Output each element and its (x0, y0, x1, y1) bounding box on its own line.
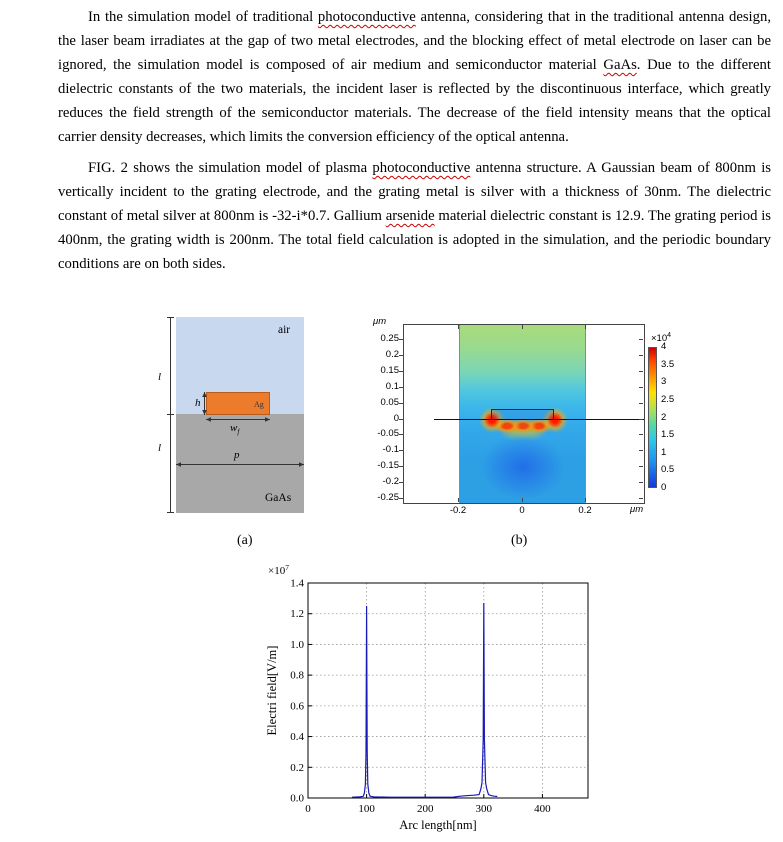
y-axis-unit: μm (373, 316, 387, 327)
heatmap-y-tick (639, 498, 643, 499)
figure-electric-field-chart (260, 558, 605, 842)
x-tick-label: 0 (305, 803, 311, 815)
colorbar-tick-label: 1 (661, 446, 667, 458)
spellcheck-word: photoconductive (372, 160, 471, 176)
colorbar (648, 347, 657, 488)
text-segment: material dielectric constant is 12.9. The grating period is 400nm, the grating width is 200nm. The total field calculation is adopted in the simulation, and the periodic boundary conditions are on both sides. (58, 208, 771, 272)
heatmap-y-tick (639, 403, 643, 404)
heatmap-y-tick-label: 0.05 (380, 396, 399, 408)
heatmap-y-tick-label: 0.15 (380, 364, 399, 376)
colorbar-tick-label: 4 (661, 341, 667, 352)
h-dimension-label: h (195, 397, 201, 409)
p-dimension-label: p (234, 449, 240, 461)
heatmap-x-tick-label: -0.2 (449, 505, 467, 516)
heatmap-y-tick-label: 0.25 (380, 333, 399, 344)
figure-b-heatmap (370, 315, 710, 530)
l-bottom-dimension-label: l (158, 442, 162, 454)
heatmap-x-tick-label: 0.2 (578, 505, 592, 516)
x-axis-title: Arc length[nm] (399, 818, 477, 832)
chart-frame (308, 583, 588, 798)
heatmap-y-tick-label: -0.2 (382, 476, 399, 488)
ag-label: Ag (254, 400, 264, 409)
text-segment: . Due to the different dielectric constants of the two materials, the incident laser is reflected by the discontinuous interface, which greatly reduces the field strength of the semiconductor materials. The decrease of the field intensity means that the optical carrier density decreases, which limits the conversion efficiency of the optical antenna. (58, 57, 771, 145)
heatmap-x-tick (522, 325, 523, 329)
gaas-label: GaAs (265, 492, 292, 504)
heatmap-y-tick (639, 482, 643, 483)
heatmap-y-tick-label: 0.2 (385, 348, 399, 360)
y-tick-label: 0.2 (290, 761, 304, 774)
x-tick-label: 200 (416, 803, 434, 815)
x-tick-label: 300 (475, 803, 493, 815)
heatmap-y-tick (399, 419, 403, 420)
colorbar-tick-label: 0 (661, 482, 667, 493)
text-segment: In the simulation model of traditional (88, 9, 318, 25)
heatmap-y-tick (399, 355, 403, 356)
y-tick-label: 1.2 (290, 608, 304, 621)
air-label: air (278, 324, 291, 336)
paragraph (58, 5, 771, 149)
w-dimension-label: $w_f$ (230, 422, 240, 437)
interface-line (434, 419, 644, 420)
colorbar-tick-label: 3 (661, 376, 667, 388)
text-segment: antenna, considering that in the traditional antenna design, the laser beam irradiates at the gap of two metal electrodes, and the blocking effect of metal electrode on laser can be ignored, the simulation model is composed of air medium and semiconductor material (58, 9, 771, 73)
spellcheck-word: GaAs (603, 57, 637, 73)
y-tick-label: 0.8 (290, 669, 304, 682)
y-tick-label: 0.0 (290, 792, 304, 805)
x-axis-unit: μm (630, 504, 644, 515)
heatmap-y-tick (639, 466, 643, 467)
heatmap-y-tick (399, 498, 403, 499)
heatmap-x-tick (585, 498, 586, 502)
y-tick-label: 0.4 (290, 731, 304, 744)
heatmap-y-tick (639, 434, 643, 435)
heatmap-plot-area (403, 324, 645, 504)
heatmap-x-tick (585, 325, 586, 329)
heatmap-y-tick (399, 434, 403, 435)
heatmap-y-tick (639, 355, 643, 356)
caption-b: (b) (511, 533, 528, 548)
colorbar-tick-label: 1.5 (661, 429, 675, 441)
electric-field-series (352, 603, 497, 797)
caption-a: (a) (237, 533, 253, 548)
heatmap-y-tick (639, 371, 643, 372)
y-axis-title: Electri field[V/m] (265, 645, 279, 736)
heatmap-y-tick (399, 387, 403, 388)
colorbar-scale: $\times 10^4$ (651, 332, 672, 345)
heatmap-y-tick (639, 339, 643, 340)
body-text (58, 5, 771, 276)
spellcheck-word: photoconductive (317, 9, 416, 25)
y-tick-label: 0.6 (290, 700, 304, 713)
spellcheck-word: arsenide (385, 208, 435, 224)
x-tick-label: 100 (358, 803, 375, 815)
heatmap-y-tick-label: -0.1 (382, 444, 399, 456)
colorbar-tick-label: 0.5 (661, 464, 675, 476)
heatmap-x-tick (458, 498, 459, 502)
heatmap-y-tick (639, 419, 643, 420)
colorbar-tick-label: 2.5 (661, 393, 675, 405)
y-scale-label: $\times 10^7$ (268, 563, 289, 577)
colorbar-tick-label: 2 (661, 411, 667, 423)
heatmap-y-tick (399, 450, 403, 451)
heatmap-y-tick-label: -0.05 (377, 428, 399, 440)
heatmap-y-tick-label: -0.25 (377, 492, 399, 503)
heatmap-y-tick (399, 403, 403, 404)
heatmap-x-tick-label: 0 (519, 505, 525, 516)
heatmap-x-tick (458, 325, 459, 329)
paragraph (58, 156, 771, 276)
y-tick-label: 1.4 (290, 577, 304, 590)
heatmap-y-tick (639, 450, 643, 451)
heatmap-y-tick (639, 387, 643, 388)
colorbar-tick-label: 3.5 (661, 358, 675, 370)
heatmap-y-tick-label: 0.1 (385, 380, 399, 392)
heatmap-y-tick-label: -0.15 (377, 460, 399, 472)
heatmap-y-tick (399, 482, 403, 483)
heatmap-y-tick (399, 466, 403, 467)
figure-a-schematic (150, 310, 325, 560)
heatmap-y-tick (399, 371, 403, 372)
heatmap-y-tick-label: 0 (393, 412, 399, 424)
x-tick-label: 400 (534, 803, 551, 815)
text-segment: FIG. 2 shows the simulation model of plasma (88, 160, 373, 176)
y-tick-label: 1.0 (290, 638, 304, 651)
heatmap-y-tick (399, 339, 403, 340)
l-top-dimension-label: l (158, 371, 162, 383)
heatmap-x-tick (522, 498, 523, 502)
text-segment: antenna structure. A Gaussian beam of 800nm is vertically incident to the grating electrode, and the grating metal is silver with a thickness of 30nm. The dielectric constant of metal silver at 800nm is -32-i*0.7. Gallium (58, 160, 771, 224)
